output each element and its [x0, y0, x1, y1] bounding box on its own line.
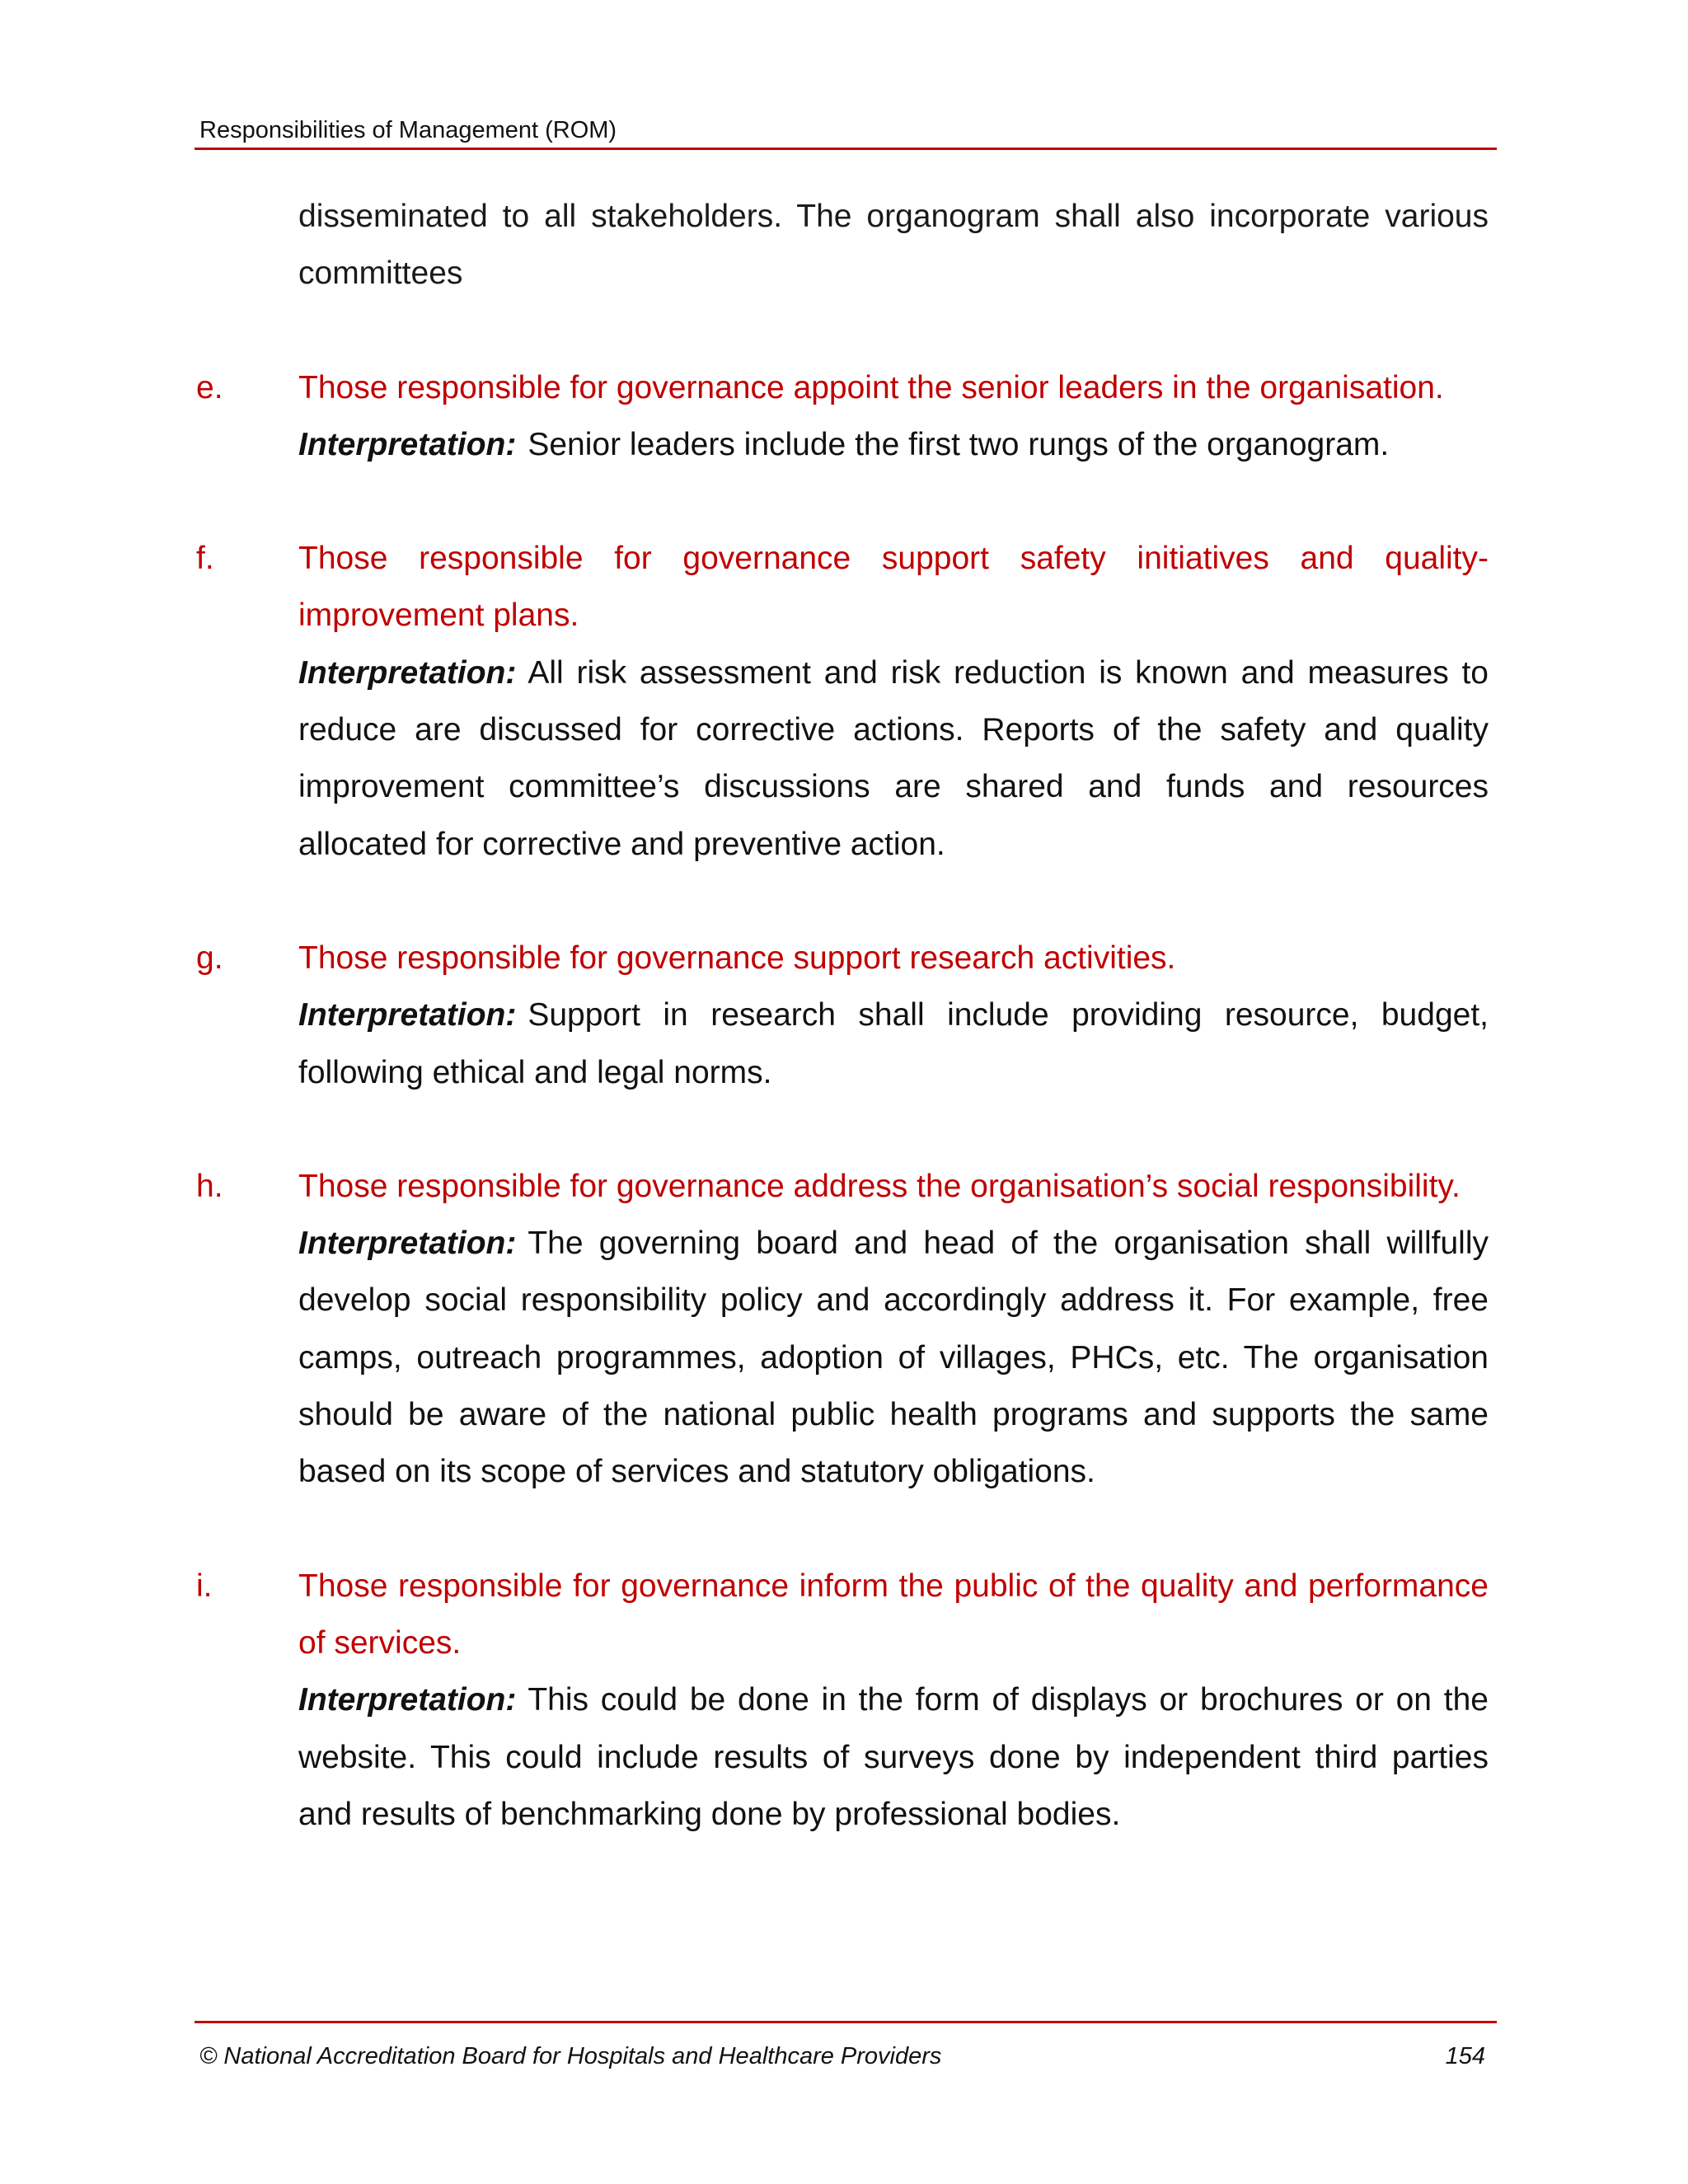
item-marker: i. [196, 1568, 213, 1604]
interpretation-label: Interpretation: [298, 654, 517, 691]
interpretation-text: This could be done in the form of displays or brochures or on the website. This could include results of surveys done by independent third parties and results of benchmarking done by professional bodies. [298, 1682, 1489, 1832]
item-interpretation [298, 987, 1489, 1101]
item-marker: f. [196, 541, 214, 577]
item-statement: Those responsible for governance support research activities. [298, 940, 1176, 976]
page-number: 154 [1445, 2043, 1485, 2069]
page-footer [195, 2021, 1497, 2069]
item-marker: h. [196, 1168, 223, 1204]
list-item-e [196, 359, 1489, 474]
item-interpretation [298, 1215, 1489, 1500]
list-item-h [196, 1158, 1489, 1501]
header-title: Responsibilities of Management (ROM) [199, 117, 617, 143]
interpretation-label: Interpretation: [298, 997, 517, 1033]
interpretation-text: All risk assessment and risk reduction is known and measures to reduce are discussed for corrective actions. Reports of the safety and quality improvement committee’s discussions are shared and funds and resources allocated for corrective and preventive action. [298, 654, 1489, 862]
page-header [195, 115, 1497, 150]
footer-copyright: © National Accreditation Board for Hospitals and Healthcare Providers [199, 2043, 942, 2069]
interpretation-label: Interpretation: [298, 1226, 517, 1262]
item-statement: Those responsible for governance appoint the senior leaders in the organisation. [298, 369, 1444, 405]
intro-paragraph: disseminated to all stakeholders. The organogram shall also incorporate various committees [298, 199, 1489, 292]
item-statement: Those responsible for governance support safety initiatives and quality-improvement plans. [298, 541, 1489, 634]
item-interpretation [298, 644, 1489, 873]
interpretation-text: Support in research shall include providing resource, budget, following ethical and legal norms. [298, 997, 1489, 1090]
interpretation-label: Interpretation: [298, 426, 517, 462]
interpretation-text: The governing board and head of the organisation shall willfully develop social responsibility policy and accordingly address it. For example, free camps, outreach programmes, adoption of villages, PHCs, etc. The organisation should be aware of the national public health programs and supports the same based on its scope of services and statutory obligations. [298, 1226, 1489, 1490]
item-statement: Those responsible for governance address the organisation’s social responsibility. [298, 1168, 1461, 1204]
item-interpretation [298, 416, 1489, 473]
item-statement: Those responsible for governance inform the public of the quality and performance of services. [298, 1568, 1489, 1661]
item-marker: e. [196, 369, 223, 405]
list-item-f [196, 530, 1489, 873]
interpretation-text: Senior leaders include the first two rungs of the organogram. [528, 426, 1390, 462]
item-interpretation [298, 1671, 1489, 1843]
interpretation-label: Interpretation: [298, 1682, 517, 1718]
list-item-g [196, 930, 1489, 1101]
page-content [196, 188, 1489, 1843]
list-item-i [196, 1558, 1489, 1843]
item-marker: g. [196, 940, 223, 976]
